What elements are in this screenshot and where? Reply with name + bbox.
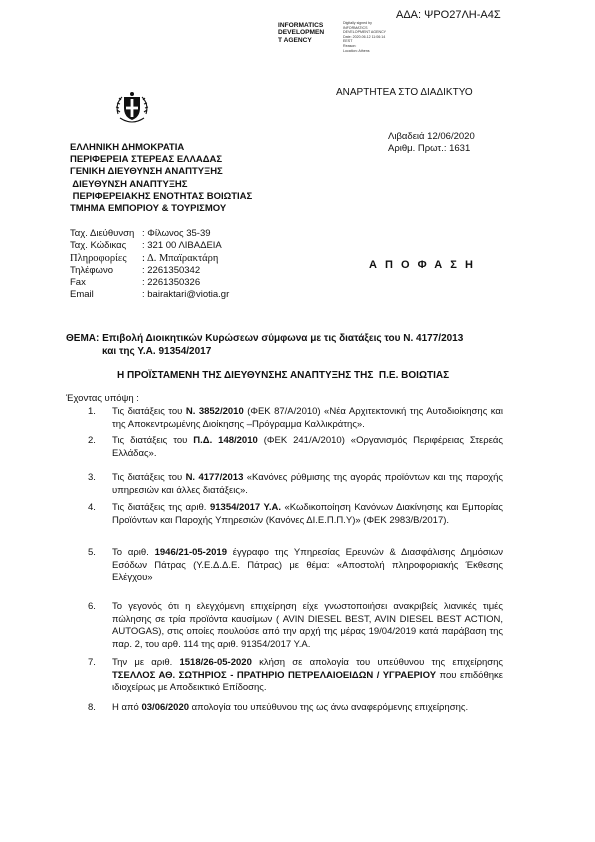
list-item [88,435,503,460]
item-text-run: κλήση σε απολογία του υπεύθυνου της επιχείρησης [251,657,503,668]
contact-label: Πληροφορίες [70,252,127,264]
decision-title: Α Π Ο Φ Α Σ Η [369,259,476,271]
logo-line: DEVELOPMEN [278,29,325,37]
subject-block [66,332,463,358]
list-item [88,547,503,585]
ada-code: ΑΔΑ: ΨΡΟ27ΛΗ-Α4Σ [396,9,501,21]
item-text-bold: Ν. 3852/2010 [185,406,244,417]
item-text-run: Την με αριθ. [112,657,180,668]
contact-details [70,228,229,302]
signature-line: DEVELOPMENT AGENCY [343,30,387,35]
authority-line: ΤΜΗΜΑ ΕΜΠΟΡΙΟΥ & ΤΟΥΡΙΣΜΟΥ [70,203,227,215]
signature-line: EEST [343,39,353,44]
authority-line: ΠΕΡΙΦΕΡΕΙΑ ΣΤΕΡΕΑΣ ΕΛΛΑΔΑΣ [70,154,223,166]
signature-details [343,21,386,53]
item-text [112,702,503,715]
subject-line: και της Υ.Α. 91354/2017 [102,346,212,357]
posted-online-notice: ΑΝΑΡΤΗΤΕΑ ΣΤΟ ΔΙΑΔΙΚΤΥΟ [336,87,473,98]
subject-line: ΘΕΜΑ: Επιβολή Διοικητικών Κυρώσεων σύμφωνα με τις διατάξεις του Ν. 4177/2013 [66,333,464,344]
authority-line: ΔΙΕΥΘΥΝΣΗ ΑΝΑΠΤΥΞΗΣ [70,178,188,190]
item-text-bold: ΤΣΕΛΛΟΣ ΑΘ. ΣΩΤΗΡΙΟΣ - ΠΡΑΤΗΡΙΟ ΠΕΤΡΕΛΑΙΟΕΙΔΩΝ / ΥΓΡΑΕΡΙΟΥ [112,669,437,681]
list-item [88,472,503,497]
contact-row [70,277,229,289]
item-text-run: που επιδόθηκε ιδιοχείρως με Αποδεικτικό Επίδοσης. [112,669,503,693]
place-date: Λιβαδειά 12/06/2020 [388,131,475,142]
authority-line: ΕΛΛΗΝΙΚΗ ΔΗΜΟΚΡΑΤΙΑ [70,142,185,153]
authority-header [70,142,252,215]
item-text-run: απολογία του υπεύθυνου της ως άνω αναφερόμενης επιχείρησης. [189,702,469,713]
list-item [88,406,503,431]
contact-value: : 2261350342 [142,264,201,276]
signature-logo [278,22,324,44]
item-number: 5. [88,547,96,558]
item-text [112,657,503,695]
item-number: 6. [88,601,96,612]
contact-label: Τηλέφωνο [70,264,113,276]
contact-value: : bairaktari@viotia.gr [142,289,230,301]
list-item [88,657,503,695]
contact-row [70,253,229,265]
contact-label: Email [70,289,94,301]
contact-label: Ταχ. Διεύθυνση [70,228,135,239]
item-number: 1. [88,406,96,417]
list-item [88,601,503,651]
item-text-bold: Π.Δ. 148/2010 [193,435,258,446]
signature-line: INFORMATICS [343,25,368,30]
item-text-run: (ΦΕΚ 241/Α/2010) «Οργανισμός Περιφέρειας Στερεάς Ελλάδας». [112,435,504,459]
item-text [112,502,503,527]
item-number: 2. [88,435,96,446]
item-text [112,547,503,585]
signature-line: Reason: [343,43,357,48]
logo-line: T AGENCY [278,36,312,44]
signature-line: Location: Athens [343,48,370,53]
contact-row [70,265,229,277]
item-text-run: Τις διατάξεις του [112,406,186,417]
item-text-run: έγγραφο της Υπηρεσίας Ερευνών & Διασφάλισης Δημόσιων Εσόδων Πάτρας (Υ.Ε.Δ.Δ.Ε. Πάτρας) με θέμα: «Αποστολή πληροφοριακής Έκθεσης Ελέγχου» [112,547,503,583]
authority-line: ΓΕΝΙΚΗ ΔΙΕΥΘΥΝΣΗ ΑΝΑΠΤΥΞΗΣ [70,166,223,178]
heading-director: Η ΠΡΟΪΣΤΑΜΕΝΗ ΤΗΣ ΔΙΕΥΘΥΝΣΗΣ ΑΝΑΠΤΥΞΗΣ ΤΗΣ Π.Ε. ΒΟΙΩΤΙΑΣ [117,370,450,381]
contact-row [70,240,229,252]
item-number: 8. [88,702,96,713]
logo-line: INFORMATICS [278,22,324,29]
item-text-bold: 1518/26-05-2020 [179,657,252,668]
item-text-bold: 1946/21-05-2019 [154,547,227,558]
item-number: 3. [88,472,96,483]
item-number: 4. [88,502,96,513]
considering-label: Έχοντας υπόψη : [66,393,139,404]
protocol-number: Αριθμ. Πρωτ.: 1631 [388,143,471,154]
item-text-bold: Ν. 4177/2013 [185,472,244,483]
item-text-bold: 03/06/2020 [141,702,190,713]
date-protocol-block [388,131,475,155]
item-number: 7. [88,657,96,668]
signature-line: Digitally signed by [343,21,372,25]
contact-row [70,228,229,240]
contact-row [70,289,229,301]
item-text-run: «Κωδικοποίηση Κανόνων Διακίνησης και Εμπορίας Προϊόντων και Παροχής Υπηρεσιών (Κανόνες ΔΙ.Ε.Π.Π.Υ)» (ΦΕΚ 2983/Β/2017). [112,502,504,526]
item-text [112,601,503,651]
contact-value: : Φίλωνος 35-39 [142,228,211,239]
authority-line: ΠΕΡΙΦΕΡΕΙΑΚΗΣ ΕΝΟΤΗΤΑΣ ΒΟΙΩΤΙΑΣ [70,190,253,202]
item-text-run: Τις διατάξεις της αριθ. [112,502,210,513]
contact-label: Fax [70,277,86,289]
contact-value: : 321 00 ΛΙΒΑΔΕΙΑ [142,240,222,252]
item-text-run: Το αριθ. [112,547,155,558]
item-text [112,406,503,431]
item-text [112,435,503,460]
list-item [88,702,503,715]
item-text-run: Τις διατάξεις του [112,435,194,446]
list-item [88,502,503,527]
item-text [112,472,503,497]
item-text-run: Η από [112,702,142,713]
contact-value: : Δ. Μπαϊρακτάρη [142,252,219,264]
item-text-run: «Κανόνες ρύθμισης της αγοράς προϊόντων και της παροχής υπηρεσιών και άλλες διατάξεις». [112,472,504,496]
signature-line: Date: 2020.06.12 11:06:14 [343,34,386,39]
item-text-run: Τις διατάξεις του [112,472,186,483]
greek-emblem-icon [112,88,152,128]
item-text-run: (ΦΕΚ 87/Α/2010) «Νέα Αρχιτεκτονική της Αυτοδιοίκησης και της Αποκεντρωμένης Διοίκησης –Πρόγραμμα Καλλικράτης». [112,406,503,430]
contact-label: Ταχ. Κώδικας [70,240,127,252]
contact-value: : 2261350326 [142,277,201,289]
item-text-bold: 91354/2017 Υ.Α. [209,502,281,513]
item-text-run: Το γεγονός ότι η ελεγχόμενη επιχείρηση είχε γνωστοποιήσει ανακριβείς λιανικές τιμές πώλησης σε τρία προϊόντα καυσίμων ( AVIN DIESEL BEST, AVIN DIESEL BEST ACTION, AUTOGAS), στις οποίες πουλούσε από την αρχή της μέρας 19/04/2019 κατά παράβαση της παρ. 2, του αρθ. 114 της αριθ. 91354/2017 Υ.Α. [112,601,503,650]
